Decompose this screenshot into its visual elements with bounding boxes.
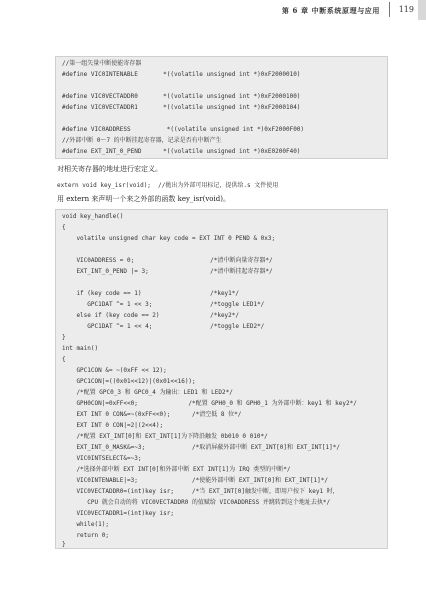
page-number: 119 (398, 5, 414, 14)
code-line: VIC0ADDRESS = 0; /*清中断向量寄存器*/ (62, 257, 273, 264)
page-header (0, 0, 426, 20)
code-line: VIC0VECTADDR0=(int)key isr; /*当 EXT_INT[0]触发中断，即用户按下 key1 时， (62, 488, 339, 495)
code-line: GPH0CON|=0xFF<<0; /*配置 GPH0_0 和 GPH0_1 为外部中断：key1 和 key2*/ (62, 400, 357, 407)
code-line: if (key code == 1) /*key1*/ (62, 290, 240, 297)
code-line: { (62, 356, 66, 363)
code-line: #define EXT_INT_0_PEND *((volatile unsigned int *)0xE0200F40) (62, 148, 301, 155)
code-line: VIC0INTSELECT&=~3; (62, 455, 142, 462)
code-line: EXT_INT_0_MASK&=~3; /*取消屏蔽外部中断 EXT_INT[0]和 EXT_INT[1]*/ (62, 444, 340, 451)
code-line: else if (key code == 2) /*key2*/ (62, 312, 240, 319)
code-line: while(1); (62, 521, 109, 528)
extern-declaration-line: extern void key_isr(void); //拋出为外部可用标记，提供给.s 文件使用 (57, 182, 279, 189)
code-line: EXT INT 0 CON|=2|(2<<4); (62, 422, 164, 429)
code-line: GPC1DAT ^= 1 << 3; /*toggle LED1*/ (62, 301, 265, 308)
paragraph-macro-definition: 对相关寄存器的地址进行宏定义。 (57, 165, 162, 173)
code-line: /*配置 GPC0_3 和 GPC0_4 为输出：LED1 和 LED2*/ (62, 389, 233, 396)
code-line: void key_handle() (62, 213, 124, 220)
code-block-key-handler-main (55, 209, 388, 549)
paragraph-extern-explanation: 用 extern 来声明一个来之外部的函数 key_isr(void)。 (57, 195, 230, 203)
code-line: /*选择外部中断 EXT INT[0]和外部中断 EXT INT[1]为 IRQ 类型的中断*/ (62, 466, 291, 473)
code-line: /*配置 EXT_INT[0]和 EXT_INT[1]为下降沿触发 0b010 0 010*/ (62, 433, 268, 440)
code-line: GPC1CON &= ~(0xFF << 12); (62, 367, 167, 374)
code-line: CPU 就会自动的将 VIC0VECTADDR0 的值赋给 VIC0ADDRESS 并跳转到这个地址去执*/ (62, 499, 331, 506)
code-line: EXT INT 0 CON&=~(0xFF<<0); /*清空低 8 位*/ (62, 411, 242, 418)
code-line: #define VIC0VECTADDR1 *((volatile unsigned int *)0xF2000104) (62, 104, 301, 111)
code-line: int main() (62, 345, 99, 352)
code-line: } (62, 541, 66, 548)
code-line: VIC0VECTADDR1=(int)key isr; (62, 510, 174, 517)
code-line: //外部中断 0～7 的中断挂起寄存器，记录是否有中断产生 (62, 137, 222, 144)
code-line: GPC1DAT ^= 1 << 4; /*toggle LED2*/ (62, 323, 265, 330)
header-divider (389, 2, 390, 17)
chapter-title: 第 6 章 中断系统原理与应用 (281, 6, 380, 15)
code-line: } (62, 334, 66, 341)
code-line: #define VIC0INTENABLE *((volatile unsigned int *)0xF2000010) (62, 71, 301, 78)
code-line: EXT_INT_0_PEND |= 3; /*清中断挂起寄存器*/ (62, 268, 273, 275)
code-line: GPC1CON|=((0x01<<12)|(0x01<<16)); (62, 378, 196, 385)
code-block-register-defines (55, 56, 388, 159)
code-line: { (62, 224, 66, 231)
code-line: #define VIC0ADDRESS *((volatile unsigned int *)0xF2000F00) (62, 126, 305, 133)
code-line: volatile unsigned char key code = EXT INT 0 PEND & 0x3; (62, 235, 276, 242)
page-edge-tab (418, 0, 426, 20)
code-line: #define VIC0VECTADDR0 *((volatile unsigned int *)0xF2000100) (62, 93, 301, 100)
code-line: //第一组矢量中断使能寄存器 (62, 60, 142, 67)
code-line: return 0; (62, 532, 109, 539)
code-line: VIC0INTENABLE|=3; /*使能外部中断 EXT_INT[0]和 EXT_INT[1]*/ (62, 477, 328, 484)
